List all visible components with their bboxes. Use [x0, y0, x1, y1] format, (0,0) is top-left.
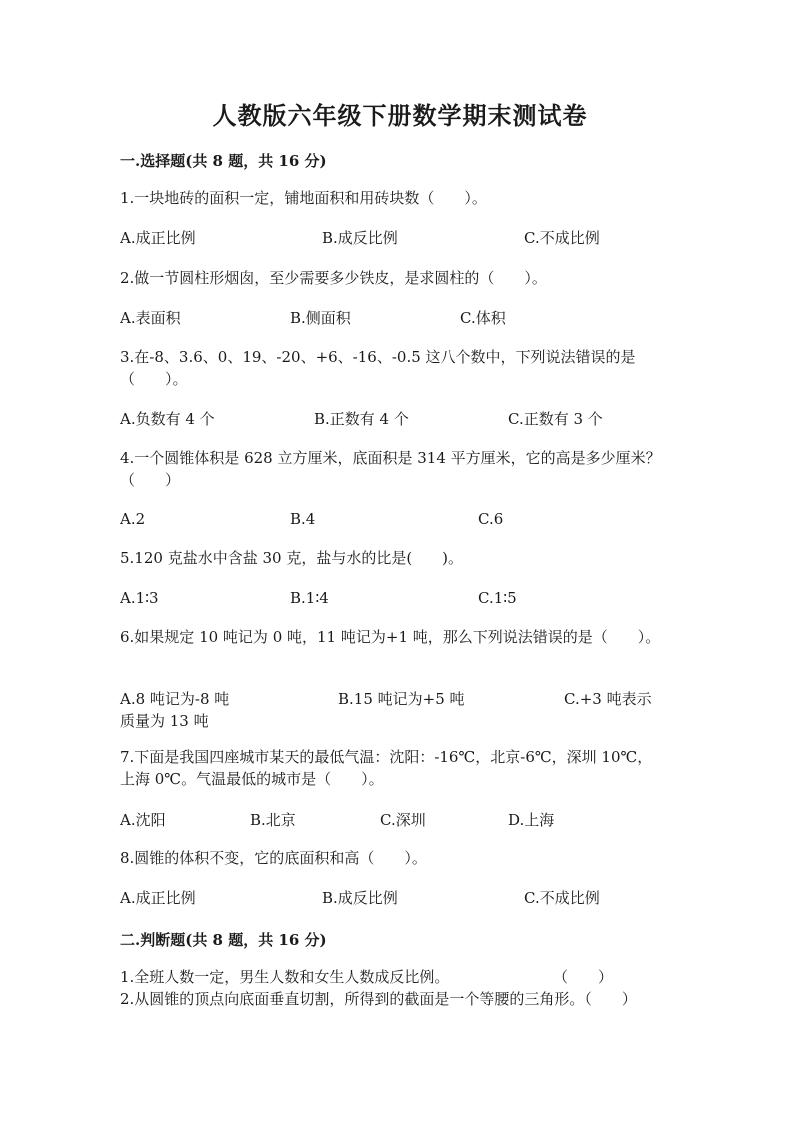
- question-6: 6.如果规定 10 吨记为 0 吨，11 吨记为+1 吨，那么下列说法错误的是（ ）。: [120, 628, 661, 646]
- q8-option-a: A.成正比例: [120, 889, 196, 907]
- q4-option-b: B.4: [290, 510, 316, 528]
- q7-option-c: C.深圳: [380, 811, 426, 829]
- q1-option-b: B.成反比例: [322, 229, 398, 247]
- question-8: 8.圆锥的体积不变，它的底面积和高（ ）。: [120, 849, 427, 867]
- q8-option-c: C.不成比例: [524, 889, 600, 907]
- judgement-2-stem: 2.从圆锥的顶点向底面垂直切割，所得到的截面是一个等腰的三角形。（ ）: [120, 990, 637, 1008]
- q3-option-b: B.正数有 4 个: [314, 410, 409, 428]
- question-7: 7.下面是我国四座城市某天的最低气温：沈阳：-16℃，北京-6℃，深圳 10℃，上海 0℃。气温最低的城市是（ ）。: [120, 748, 653, 788]
- question-5: 5.120 克盐水中含盐 30 克，盐与水的比是( )。: [120, 549, 464, 567]
- q2-option-a: A.表面积: [120, 309, 181, 327]
- q7-option-b: B.北京: [250, 811, 296, 829]
- q6-option-c: C.+3 吨表示质量为 13 吨: [120, 690, 652, 730]
- q1-option-c: C.不成比例: [524, 229, 600, 247]
- judgement-1-answer-blank: （ ）: [553, 968, 614, 986]
- q7-option-d: D.上海: [508, 811, 555, 829]
- exam-title: 人教版六年级下册数学期末测试卷: [212, 101, 588, 130]
- question-2: 2.做一节圆柱形烟囱，至少需要多少铁皮，是求圆柱的（ ）。: [120, 269, 547, 287]
- q3-option-a: A.负数有 4 个: [120, 410, 215, 428]
- q2-option-b: B.侧面积: [290, 309, 351, 327]
- judgement-1-stem: 1.全班人数一定，男生人数和女生人数成反比例。: [120, 968, 450, 986]
- q5-option-c: C.1∶5: [478, 589, 517, 607]
- question-4: 4.一个圆锥体积是 628 立方厘米，底面积是 314 平方厘米，它的高是多少厘米？（ ）: [120, 449, 661, 489]
- q6-option-a: A.8 吨记为-8 吨: [120, 690, 230, 708]
- question-1: 1.一块地砖的面积一定，铺地面积和用砖块数（ ）。: [120, 189, 487, 207]
- q8-option-b: B.成反比例: [322, 889, 398, 907]
- q5-option-b: B.1∶4: [290, 589, 329, 607]
- q4-option-c: C.6: [478, 510, 504, 528]
- q1-option-a: A.成正比例: [120, 229, 196, 247]
- q6-option-b: B.15 吨记为+5 吨: [338, 690, 465, 708]
- judgement-item-1: [120, 966, 665, 988]
- q3-option-c: C.正数有 3 个: [508, 410, 603, 428]
- q4-option-a: A.2: [120, 510, 146, 528]
- question-3: 3.在-8、3.6、0、19、-20、+6、-16、-0.5 这八个数中，下列说法错误的是（ ）。: [120, 348, 636, 388]
- section-heading-judgement: 二.判断题(共 8 题，共 16 分): [120, 931, 327, 949]
- q2-option-c: C.体积: [460, 309, 506, 327]
- q5-option-a: A.1∶3: [120, 589, 159, 607]
- judgement-item-2: [120, 988, 665, 1010]
- section-heading-choice: 一.选择题(共 8 题，共 16 分): [120, 152, 327, 170]
- q7-option-a: A.沈阳: [120, 811, 166, 829]
